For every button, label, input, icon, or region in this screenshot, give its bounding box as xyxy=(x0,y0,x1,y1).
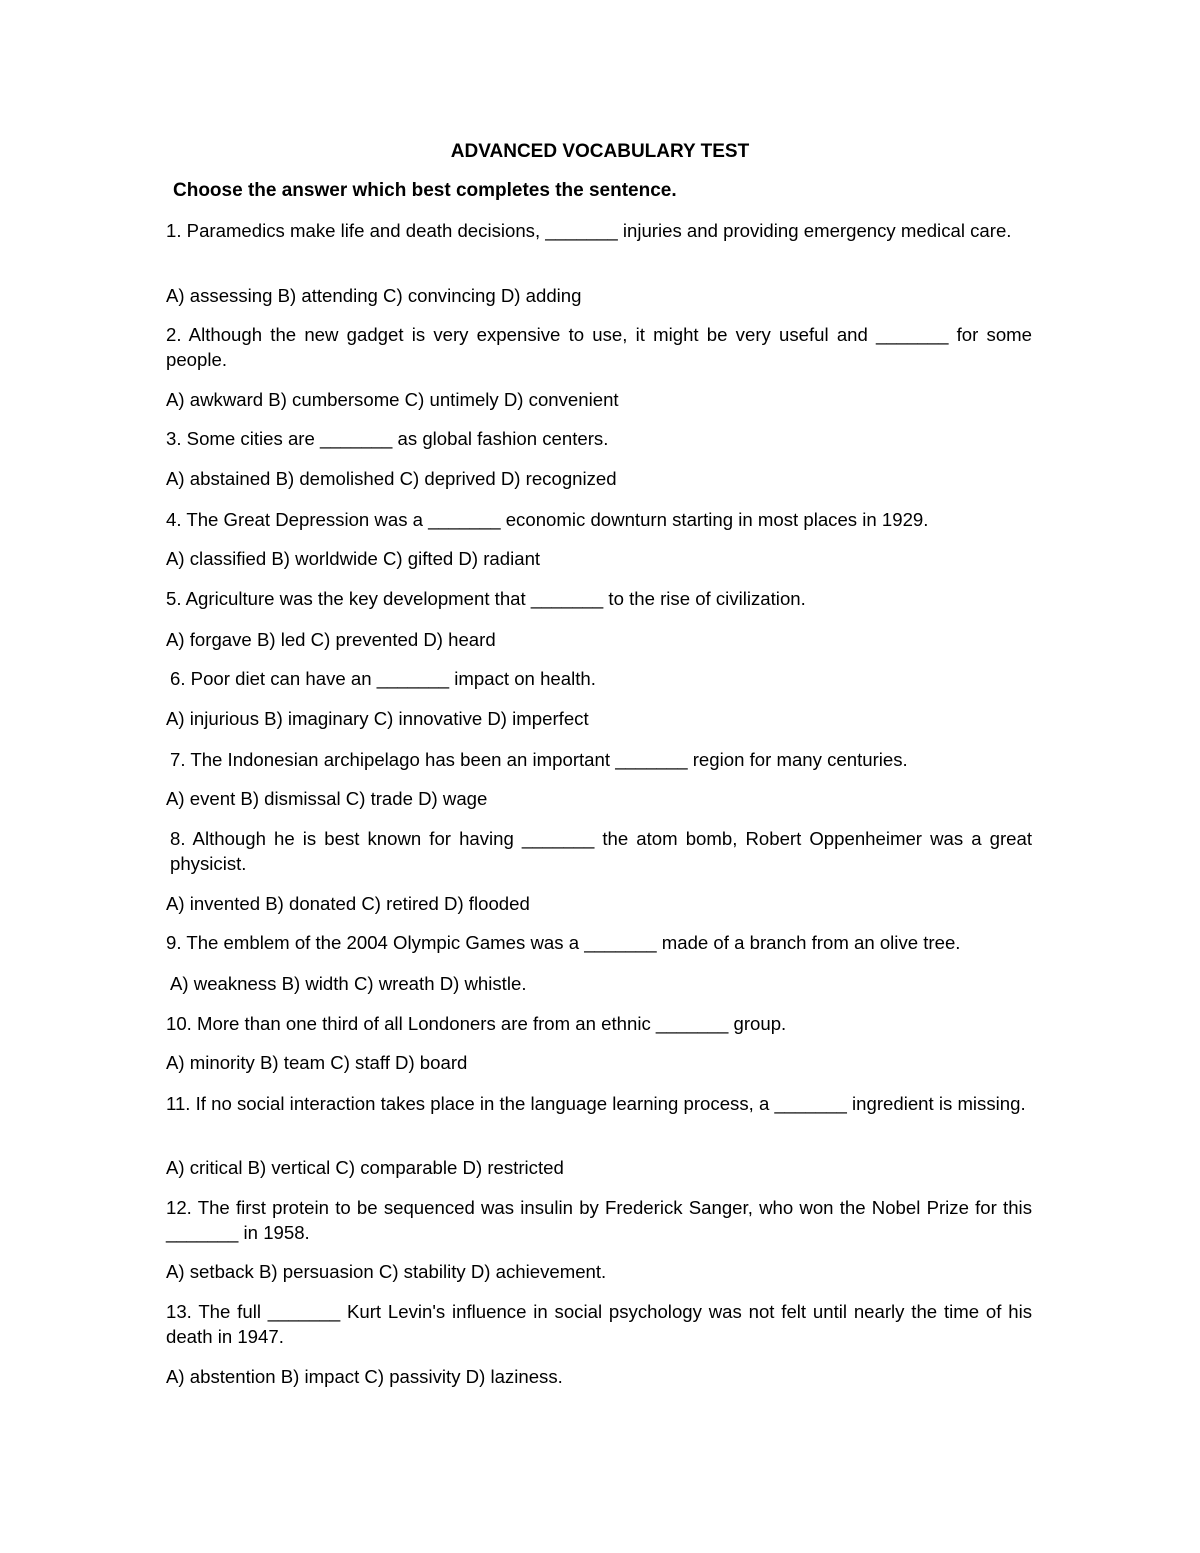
options-6: A) injurious B) imaginary C) innovative D) imperfect xyxy=(166,708,589,729)
question-4: 4. The Great Depression was a _______ economic downturn starting in most places in 1929. xyxy=(166,509,929,530)
question-1: 1. Paramedics make life and death decisions, _______ injuries and providing emergency medical care. xyxy=(166,220,1012,241)
options-1: A) assessing B) attending C) convincing D) adding xyxy=(166,285,582,306)
options-7: A) event B) dismissal C) trade D) wage xyxy=(166,788,488,809)
question-10: 10. More than one third of all Londoners are from an ethnic _______ group. xyxy=(166,1013,787,1034)
question-2: 2. Although the new gadget is very expensive to use, it might be very useful and _______ for some people. xyxy=(166,324,1032,370)
question-6: 6. Poor diet can have an _______ impact on health. xyxy=(170,668,596,689)
question-12: 12. The first protein to be sequenced was insulin by Frederick Sanger, who won the Nobel Prize for this _______ in 1958. xyxy=(166,1197,1032,1243)
options-8: A) invented B) donated C) retired D) flooded xyxy=(166,893,530,914)
question-9: 9. The emblem of the 2004 Olympic Games was a _______ made of a branch from an olive tree. xyxy=(166,932,961,953)
options-13: A) abstention B) impact C) passivity D) laziness. xyxy=(166,1366,563,1387)
options-3: A) abstained B) demolished C) deprived D) recognized xyxy=(166,468,617,489)
options-5: A) forgave B) led C) prevented D) heard xyxy=(166,629,496,650)
options-4: A) classified B) worldwide C) gifted D) radiant xyxy=(166,548,541,569)
question-11: 11. If no social interaction takes place in the language learning process, a _______ ingredient is missing. xyxy=(166,1093,1026,1114)
question-3: 3. Some cities are _______ as global fashion centers. xyxy=(166,428,609,449)
question-8: 8. Although he is best known for having _______ the atom bomb, Robert Oppenheimer was a great physicist. xyxy=(170,828,1032,874)
question-7: 7. The Indonesian archipelago has been an important _______ region for many centuries. xyxy=(170,749,908,770)
options-10: A) minority B) team C) staff D) board xyxy=(166,1052,468,1073)
options-11: A) critical B) vertical C) comparable D) restricted xyxy=(166,1157,564,1178)
question-13: 13. The full _______ Kurt Levin's influence in social psychology was not felt until nearly the time of his death in 1947. xyxy=(166,1301,1032,1347)
options-12: A) setback B) persuasion C) stability D) achievement. xyxy=(166,1261,607,1282)
question-5: 5. Agriculture was the key development that _______ to the rise of civilization. xyxy=(166,588,806,609)
options-9: A) weakness B) width C) wreath D) whistle. xyxy=(170,973,527,994)
options-2: A) awkward B) cumbersome C) untimely D) convenient xyxy=(166,389,619,410)
instructions: Choose the answer which best completes the sentence. xyxy=(173,180,677,201)
document-title: ADVANCED VOCABULARY TEST xyxy=(450,141,750,162)
